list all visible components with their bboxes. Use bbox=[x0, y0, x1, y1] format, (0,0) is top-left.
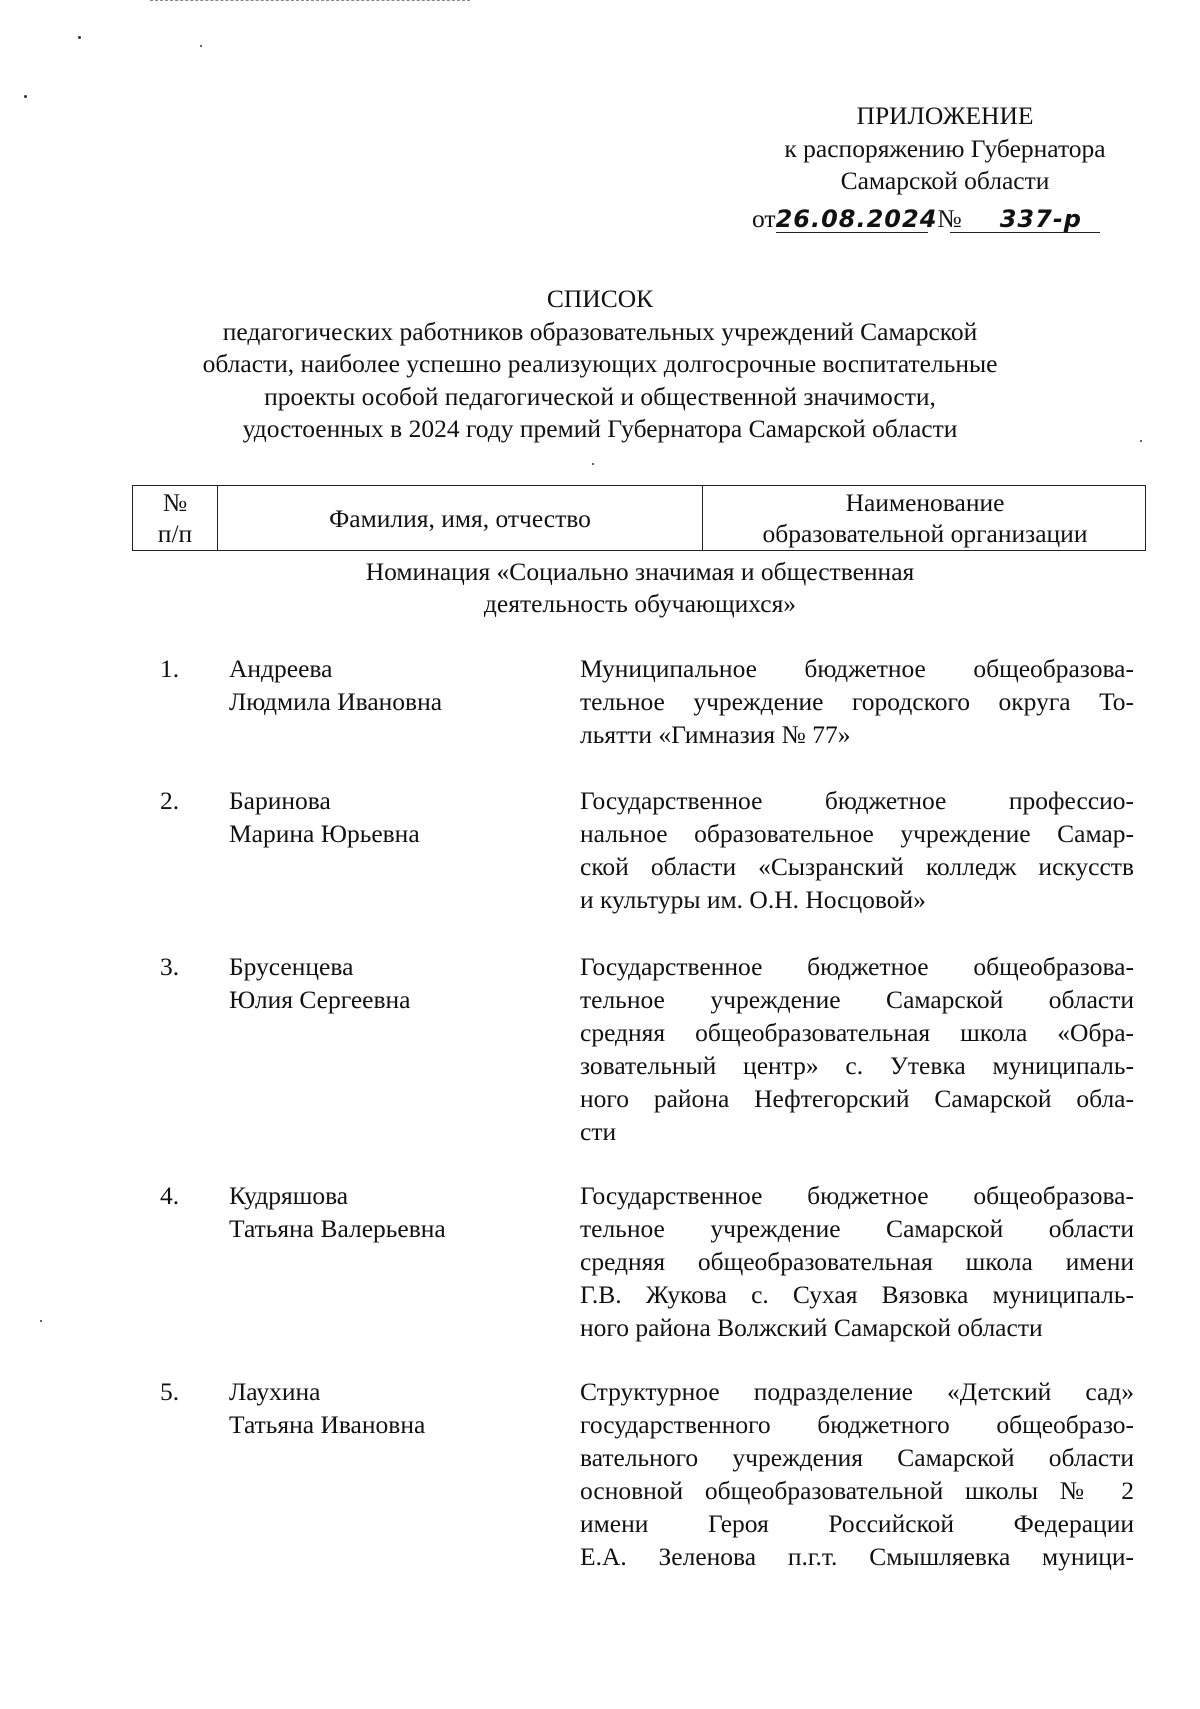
org-line: ного района Волжский Самарской области bbox=[580, 1313, 1043, 1342]
column-header-name: Фамилия, имя, отчество bbox=[218, 486, 703, 550]
appendix-line-2: к распоряжению Губернатора bbox=[784, 133, 1106, 163]
title-heading: СПИСОК bbox=[546, 284, 654, 313]
organization-name bbox=[580, 1179, 1134, 1344]
scan-speck bbox=[200, 45, 202, 47]
person-name bbox=[229, 784, 420, 850]
scan-speck bbox=[24, 95, 27, 98]
org-line: Муниципальное бюджетное общеобразова- bbox=[580, 654, 1134, 683]
org-line: ской области «Сызранский колледж искусств bbox=[580, 852, 1134, 881]
column-header-number bbox=[133, 486, 218, 550]
column-header-number-line: № bbox=[162, 488, 188, 517]
row-number: 5. bbox=[160, 1377, 180, 1406]
appendix-header bbox=[755, 100, 1135, 198]
org-line: ного района Нефтегорский Самарской обла- bbox=[580, 1084, 1134, 1113]
person-surname: Кудряшова bbox=[229, 1181, 349, 1210]
column-header-organization bbox=[703, 486, 1147, 550]
title-line: проекты особой педагогической и общественной значимости, bbox=[264, 381, 936, 411]
person-name bbox=[229, 1179, 446, 1245]
order-from-label: от bbox=[752, 204, 776, 233]
person-surname: Баринова bbox=[229, 786, 331, 815]
person-given-names: Юлия Сергеевна bbox=[229, 985, 411, 1014]
column-header-org-line: образовательной организации bbox=[762, 519, 1088, 548]
org-line: зовательный центр» с. Утевка муниципаль- bbox=[580, 1051, 1134, 1080]
order-number-handwritten: 337-р bbox=[999, 205, 1082, 233]
row-number: 1. bbox=[160, 654, 180, 683]
org-line: тельное учреждение городского округа То- bbox=[580, 687, 1134, 716]
org-line: Г.В. Жукова с. Сухая Вязовка муниципаль- bbox=[580, 1280, 1134, 1309]
org-line: Государственное бюджетное общеобразова- bbox=[580, 952, 1134, 981]
organization-name bbox=[580, 784, 1134, 916]
scan-speck bbox=[1140, 440, 1142, 442]
scan-speck bbox=[78, 36, 81, 39]
org-line: Государственное бюджетное общеобразова- bbox=[580, 1181, 1134, 1210]
person-surname: Брусенцева bbox=[229, 952, 354, 981]
org-line: Государственное бюджетное профессио- bbox=[580, 786, 1134, 815]
org-line: основной общеобразовательной школы № 2 bbox=[580, 1476, 1134, 1505]
org-line: нальное образовательное учреждение Самар- bbox=[580, 819, 1134, 848]
org-line: Структурное подразделение «Детский сад» bbox=[580, 1377, 1134, 1406]
organization-name bbox=[580, 652, 1134, 751]
org-line: тельное учреждение Самарской области bbox=[580, 985, 1134, 1014]
organization-name bbox=[580, 1375, 1134, 1573]
scan-speck bbox=[40, 1320, 42, 1322]
org-line: сти bbox=[580, 1117, 617, 1146]
org-line: вательного учреждения Самарской области bbox=[580, 1443, 1134, 1472]
title-line: удостоенных в 2024 году премий Губернатора Самарской области bbox=[242, 414, 958, 443]
person-name bbox=[229, 1375, 425, 1441]
order-date-handwritten: 26.08.2024 bbox=[775, 205, 938, 233]
org-line: государственного бюджетного общеобразо- bbox=[580, 1410, 1134, 1439]
person-name bbox=[229, 652, 442, 718]
column-header-org-line: Наименование bbox=[845, 488, 1005, 517]
org-line: средняя общеобразовательная школа имени bbox=[580, 1247, 1134, 1276]
nomination-line: Номинация «Социально значимая и общественная bbox=[365, 557, 915, 586]
title-line: педагогических работников образовательных учреждений Самарской bbox=[222, 316, 978, 346]
scan-artifact-line bbox=[150, 0, 470, 1]
title-line: области, наиболее успешно реализующих долгосрочные воспитательные bbox=[202, 349, 998, 378]
person-given-names: Татьяна Валерьевна bbox=[229, 1214, 446, 1243]
row-number: 4. bbox=[160, 1181, 180, 1210]
appendix-line-3: Самарской области bbox=[840, 166, 1050, 195]
table-header bbox=[132, 485, 1146, 551]
order-number-underline bbox=[950, 232, 1100, 233]
order-reference bbox=[752, 202, 1082, 236]
person-given-names: Людмила Ивановна bbox=[229, 687, 443, 716]
document-title bbox=[160, 283, 1040, 446]
person-given-names: Татьяна Ивановна bbox=[229, 1410, 426, 1439]
scan-speck bbox=[592, 463, 594, 465]
person-surname: Лаухина bbox=[229, 1377, 321, 1406]
org-line: средняя общеобразовательная школа «Обра- bbox=[580, 1018, 1134, 1047]
appendix-title: ПРИЛОЖЕНИЕ bbox=[856, 101, 1034, 130]
nomination-heading bbox=[160, 556, 1120, 620]
nomination-line: деятельность обучающихся» bbox=[483, 589, 797, 618]
person-surname: Андреева bbox=[229, 654, 333, 683]
order-date-underline bbox=[776, 232, 928, 233]
order-number-sign: № bbox=[937, 204, 962, 233]
column-header-number-line: п/п bbox=[157, 519, 193, 548]
person-given-names: Марина Юрьевна bbox=[229, 819, 420, 848]
org-line: имени Героя Российской Федерации bbox=[580, 1509, 1134, 1538]
org-line: тельное учреждение Самарской области bbox=[580, 1214, 1134, 1243]
organization-name bbox=[580, 950, 1134, 1148]
row-number: 2. bbox=[160, 786, 180, 815]
org-line: льятти «Гимназия № 77» bbox=[580, 720, 851, 749]
org-line: Е.А. Зеленова п.г.т. Смышляевка муници- bbox=[580, 1542, 1134, 1571]
row-number: 3. bbox=[160, 952, 180, 981]
org-line: и культуры им. О.Н. Носцовой» bbox=[580, 885, 926, 914]
person-name bbox=[229, 950, 411, 1016]
